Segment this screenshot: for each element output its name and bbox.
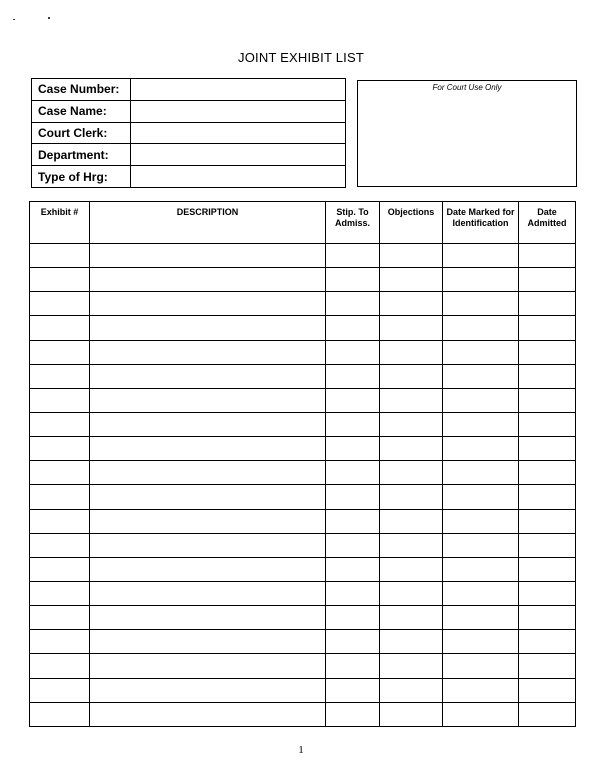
table-row bbox=[30, 340, 576, 364]
table-cell[interactable] bbox=[519, 702, 576, 726]
table-row bbox=[30, 388, 576, 412]
table-cell[interactable] bbox=[90, 244, 326, 268]
table-cell[interactable] bbox=[326, 702, 380, 726]
table-cell[interactable] bbox=[519, 268, 576, 292]
table-cell[interactable] bbox=[443, 388, 519, 412]
table-cell[interactable] bbox=[326, 412, 380, 436]
table-cell[interactable] bbox=[443, 461, 519, 485]
table-cell[interactable] bbox=[90, 678, 326, 702]
table-cell[interactable] bbox=[380, 316, 443, 340]
table-cell[interactable] bbox=[326, 340, 380, 364]
table-row bbox=[30, 412, 576, 436]
scan-speck bbox=[13, 19, 15, 20]
table-cell[interactable] bbox=[443, 412, 519, 436]
table-cell[interactable] bbox=[90, 268, 326, 292]
table-cell[interactable] bbox=[90, 702, 326, 726]
table-cell[interactable] bbox=[519, 485, 576, 509]
table-cell[interactable] bbox=[326, 244, 380, 268]
table-cell[interactable] bbox=[443, 581, 519, 605]
table-cell[interactable] bbox=[443, 268, 519, 292]
table-cell[interactable] bbox=[519, 340, 576, 364]
table-cell[interactable] bbox=[519, 606, 576, 630]
table-cell[interactable] bbox=[30, 581, 90, 605]
table-cell[interactable] bbox=[443, 678, 519, 702]
header-exhibit-number: Exhibit # bbox=[30, 202, 90, 244]
table-row bbox=[30, 437, 576, 461]
table-row bbox=[30, 364, 576, 388]
table-cell[interactable] bbox=[380, 292, 443, 316]
exhibit-table bbox=[29, 201, 576, 727]
table-cell[interactable] bbox=[326, 437, 380, 461]
table-cell[interactable] bbox=[90, 292, 326, 316]
table-cell[interactable] bbox=[326, 581, 380, 605]
table-cell[interactable] bbox=[90, 364, 326, 388]
table-row bbox=[30, 509, 576, 533]
table-row bbox=[30, 678, 576, 702]
table-cell[interactable] bbox=[380, 388, 443, 412]
table-cell[interactable] bbox=[519, 292, 576, 316]
table-cell[interactable] bbox=[519, 461, 576, 485]
table-cell[interactable] bbox=[326, 557, 380, 581]
info-row bbox=[32, 166, 346, 188]
table-cell[interactable] bbox=[30, 557, 90, 581]
table-cell[interactable] bbox=[30, 654, 90, 678]
table-cell[interactable] bbox=[443, 244, 519, 268]
header-description: DESCRIPTION bbox=[90, 202, 326, 244]
table-cell[interactable] bbox=[90, 581, 326, 605]
table-cell[interactable] bbox=[443, 557, 519, 581]
table-cell[interactable] bbox=[519, 244, 576, 268]
table-cell[interactable] bbox=[90, 461, 326, 485]
table-cell[interactable] bbox=[90, 485, 326, 509]
table-cell[interactable] bbox=[30, 292, 90, 316]
table-cell[interactable] bbox=[380, 461, 443, 485]
info-value-field[interactable] bbox=[131, 79, 346, 101]
table-cell[interactable] bbox=[90, 412, 326, 436]
table-cell[interactable] bbox=[443, 364, 519, 388]
table-row bbox=[30, 702, 576, 726]
court-use-box bbox=[357, 80, 577, 187]
table-cell[interactable] bbox=[326, 485, 380, 509]
table-row bbox=[30, 533, 576, 557]
table-cell[interactable] bbox=[380, 678, 443, 702]
table-cell[interactable] bbox=[326, 292, 380, 316]
table-cell[interactable] bbox=[90, 533, 326, 557]
info-row bbox=[32, 144, 346, 166]
info-label: Case Name: bbox=[32, 100, 131, 122]
header-objections: Objections bbox=[380, 202, 443, 244]
table-cell[interactable] bbox=[326, 364, 380, 388]
table-cell[interactable] bbox=[519, 557, 576, 581]
table-cell[interactable] bbox=[326, 533, 380, 557]
info-value-field[interactable] bbox=[131, 144, 346, 166]
info-value-field[interactable] bbox=[131, 166, 346, 188]
table-cell[interactable] bbox=[326, 509, 380, 533]
table-row bbox=[30, 268, 576, 292]
info-row bbox=[32, 100, 346, 122]
table-cell[interactable] bbox=[519, 533, 576, 557]
table-cell[interactable] bbox=[30, 630, 90, 654]
table-row bbox=[30, 244, 576, 268]
table-cell[interactable] bbox=[519, 316, 576, 340]
header-stip-to-admiss: Stip. To Admiss. bbox=[326, 202, 380, 244]
table-row bbox=[30, 630, 576, 654]
table-cell[interactable] bbox=[30, 606, 90, 630]
table-cell[interactable] bbox=[30, 533, 90, 557]
table-cell[interactable] bbox=[380, 485, 443, 509]
header-date-admitted: Date Admitted bbox=[519, 202, 576, 244]
table-row bbox=[30, 581, 576, 605]
page-number: 1 bbox=[298, 744, 304, 756]
table-cell[interactable] bbox=[380, 606, 443, 630]
table-cell[interactable] bbox=[380, 630, 443, 654]
table-cell[interactable] bbox=[30, 485, 90, 509]
table-cell[interactable] bbox=[519, 437, 576, 461]
table-cell[interactable] bbox=[519, 581, 576, 605]
table-cell[interactable] bbox=[519, 388, 576, 412]
table-cell[interactable] bbox=[380, 557, 443, 581]
table-cell[interactable] bbox=[30, 678, 90, 702]
info-label: Court Clerk: bbox=[32, 122, 131, 144]
table-cell[interactable] bbox=[519, 678, 576, 702]
table-row bbox=[30, 654, 576, 678]
table-cell[interactable] bbox=[90, 437, 326, 461]
table-cell[interactable] bbox=[30, 412, 90, 436]
table-cell[interactable] bbox=[90, 630, 326, 654]
scan-speck bbox=[48, 17, 50, 19]
table-cell[interactable] bbox=[443, 437, 519, 461]
page-title: JOINT EXHIBIT LIST bbox=[238, 50, 364, 65]
info-row bbox=[32, 122, 346, 144]
table-cell[interactable] bbox=[443, 485, 519, 509]
table-cell[interactable] bbox=[326, 268, 380, 292]
table-cell[interactable] bbox=[380, 437, 443, 461]
table-cell[interactable] bbox=[380, 268, 443, 292]
table-cell[interactable] bbox=[90, 316, 326, 340]
court-use-label: For Court Use Only bbox=[432, 83, 502, 92]
table-cell[interactable] bbox=[380, 244, 443, 268]
table-cell[interactable] bbox=[519, 630, 576, 654]
table-cell[interactable] bbox=[326, 461, 380, 485]
table-cell[interactable] bbox=[326, 654, 380, 678]
table-cell[interactable] bbox=[30, 509, 90, 533]
table-cell[interactable] bbox=[443, 630, 519, 654]
table-cell[interactable] bbox=[443, 606, 519, 630]
table-row bbox=[30, 485, 576, 509]
table-cell[interactable] bbox=[443, 292, 519, 316]
table-cell[interactable] bbox=[443, 340, 519, 364]
table-cell[interactable] bbox=[30, 316, 90, 340]
table-cell[interactable] bbox=[326, 388, 380, 412]
table-cell[interactable] bbox=[90, 606, 326, 630]
case-info-table bbox=[31, 78, 346, 188]
info-value-field[interactable] bbox=[131, 122, 346, 144]
table-cell[interactable] bbox=[90, 654, 326, 678]
table-cell[interactable] bbox=[30, 702, 90, 726]
table-cell[interactable] bbox=[326, 316, 380, 340]
table-cell[interactable] bbox=[519, 364, 576, 388]
table-cell[interactable] bbox=[30, 340, 90, 364]
table-cell[interactable] bbox=[30, 268, 90, 292]
table-cell[interactable] bbox=[443, 533, 519, 557]
table-cell[interactable] bbox=[380, 412, 443, 436]
table-cell[interactable] bbox=[380, 509, 443, 533]
exhibit-header-row bbox=[30, 202, 576, 244]
table-cell[interactable] bbox=[443, 509, 519, 533]
info-label: Department: bbox=[32, 144, 131, 166]
table-cell[interactable] bbox=[90, 388, 326, 412]
table-cell[interactable] bbox=[30, 364, 90, 388]
table-cell[interactable] bbox=[30, 388, 90, 412]
table-cell[interactable] bbox=[90, 509, 326, 533]
info-label: Type of Hrg: bbox=[32, 166, 131, 188]
table-cell[interactable] bbox=[443, 702, 519, 726]
table-row bbox=[30, 316, 576, 340]
table-cell[interactable] bbox=[443, 316, 519, 340]
info-label: Case Number: bbox=[32, 79, 131, 101]
table-cell[interactable] bbox=[326, 678, 380, 702]
table-cell[interactable] bbox=[90, 340, 326, 364]
table-row bbox=[30, 606, 576, 630]
table-cell[interactable] bbox=[380, 702, 443, 726]
table-row bbox=[30, 461, 576, 485]
table-cell[interactable] bbox=[30, 461, 90, 485]
info-row bbox=[32, 79, 346, 101]
table-cell[interactable] bbox=[519, 654, 576, 678]
table-cell[interactable] bbox=[380, 533, 443, 557]
table-cell[interactable] bbox=[519, 509, 576, 533]
table-cell[interactable] bbox=[90, 557, 326, 581]
table-cell[interactable] bbox=[30, 437, 90, 461]
table-cell[interactable] bbox=[380, 581, 443, 605]
table-row bbox=[30, 557, 576, 581]
table-cell[interactable] bbox=[380, 364, 443, 388]
table-cell[interactable] bbox=[519, 412, 576, 436]
table-row bbox=[30, 292, 576, 316]
table-cell[interactable] bbox=[326, 630, 380, 654]
header-date-marked: Date Marked for Identification bbox=[443, 202, 519, 244]
table-cell[interactable] bbox=[380, 340, 443, 364]
table-cell[interactable] bbox=[326, 606, 380, 630]
info-value-field[interactable] bbox=[131, 100, 346, 122]
table-cell[interactable] bbox=[30, 244, 90, 268]
table-cell[interactable] bbox=[443, 654, 519, 678]
table-cell[interactable] bbox=[380, 654, 443, 678]
